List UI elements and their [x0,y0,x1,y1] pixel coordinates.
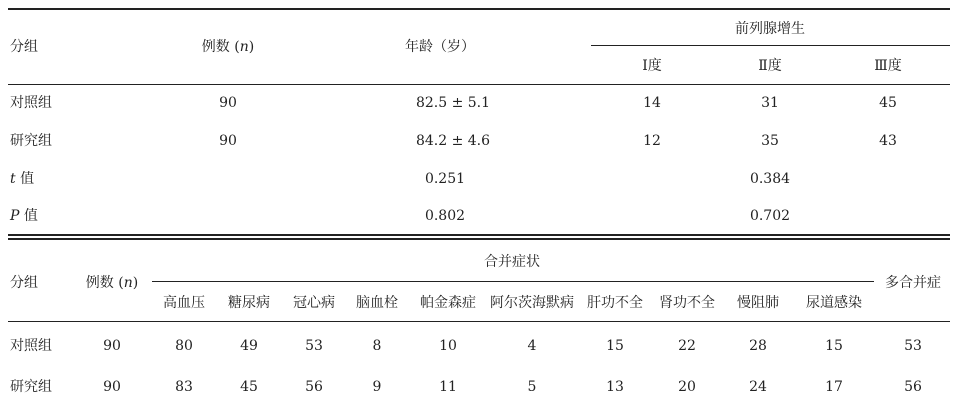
t-prostate: 0.384 [749,171,791,187]
row-value: 15 [606,338,624,354]
row-age: 82.5 ± 5.1 [415,95,491,111]
row-value: 22 [678,338,696,354]
row-grade2: 35 [761,133,779,149]
row-value: 8 [372,338,382,354]
row-value: 4 [527,338,537,354]
row-value: 5 [527,379,537,395]
row-multi: 56 [904,379,922,395]
row-age: 84.2 ± 4.6 [415,133,491,149]
t-symbol: t [10,171,16,187]
row-value: 11 [439,379,457,395]
table1-header-rule [8,84,950,85]
table1-header-grade2: Ⅱ度 [758,58,782,74]
table2-header-count [86,274,138,292]
complication-header-liver: 肝功不全 [587,295,643,311]
row-grade1: 14 [643,95,661,111]
table1-header-age: 年龄（岁） [405,39,475,55]
complication-header-hypertension: 高血压 [163,295,205,311]
row-count: 90 [219,95,237,111]
row-multi: 53 [904,338,922,354]
table2-header-rule [8,321,950,322]
t-label [10,170,34,188]
complication-header-copd: 慢阻肺 [737,295,779,311]
table2-header-complications: 合并症状 [484,254,540,270]
table1-bottom-rule [8,234,950,236]
row-count: 90 [219,133,237,149]
count-n: n [123,275,133,291]
complication-header-diabetes: 糖尿病 [228,295,270,311]
p-age: 0.802 [424,208,466,224]
row-value: 9 [372,379,382,395]
row-value: 20 [678,379,696,395]
row-value: 28 [749,338,767,354]
row-value: 80 [175,338,193,354]
complication-header-parkinson: 帕金森症 [420,295,476,311]
p-prostate: 0.702 [749,208,791,224]
p-suffix: 值 [19,208,38,224]
table1-header-grade3: Ⅲ度 [874,58,902,74]
row-value: 15 [825,338,843,354]
row-grade2: 31 [761,95,779,111]
table1-top-rule [8,8,950,10]
table2-top-rule [8,238,950,240]
count-n: n [239,39,249,55]
prostate-span-rule [591,45,950,46]
row-value: 56 [305,379,323,395]
t-suffix: 值 [15,171,35,187]
row-group: 对照组 [10,95,52,111]
table1-header-count [202,38,254,56]
row-group: 研究组 [10,133,52,149]
row-group: 对照组 [10,338,52,354]
count-prefix: 例数 ( [85,275,124,291]
p-symbol: P [10,208,20,224]
table1-header-group: 分组 [10,39,38,55]
count-suffix: ) [248,39,255,55]
count-suffix: ) [132,275,139,291]
complication-header-kidney: 肾功不全 [659,295,715,311]
row-value: 49 [240,338,258,354]
complication-header-cerebral-thrombosis: 脑血栓 [356,295,398,311]
row-grade3: 43 [879,133,897,149]
row-value: 45 [240,379,258,395]
row-count: 90 [103,338,121,354]
complications-span-rule [152,281,874,282]
table1-header-prostate: 前列腺增生 [735,21,805,37]
complication-header-coronary: 冠心病 [293,295,335,311]
row-value: 13 [606,379,624,395]
complication-header-uti: 尿道感染 [806,295,862,311]
row-value: 83 [175,379,193,395]
count-prefix: 例数 ( [201,39,240,55]
complication-header-alzheimer: 阿尔茨海默病 [490,295,574,311]
row-value: 24 [749,379,767,395]
t-age: 0.251 [424,171,466,187]
table2-header-group: 分组 [10,275,38,291]
row-count: 90 [103,379,121,395]
row-group: 研究组 [10,379,52,395]
row-grade3: 45 [879,95,897,111]
row-value: 53 [305,338,323,354]
table1-header-grade1: Ⅰ度 [642,58,662,74]
row-value: 10 [439,338,457,354]
row-grade1: 12 [643,133,661,149]
p-label [10,207,38,225]
row-value: 17 [825,379,843,395]
table2-header-multi: 多合并症 [885,275,941,291]
